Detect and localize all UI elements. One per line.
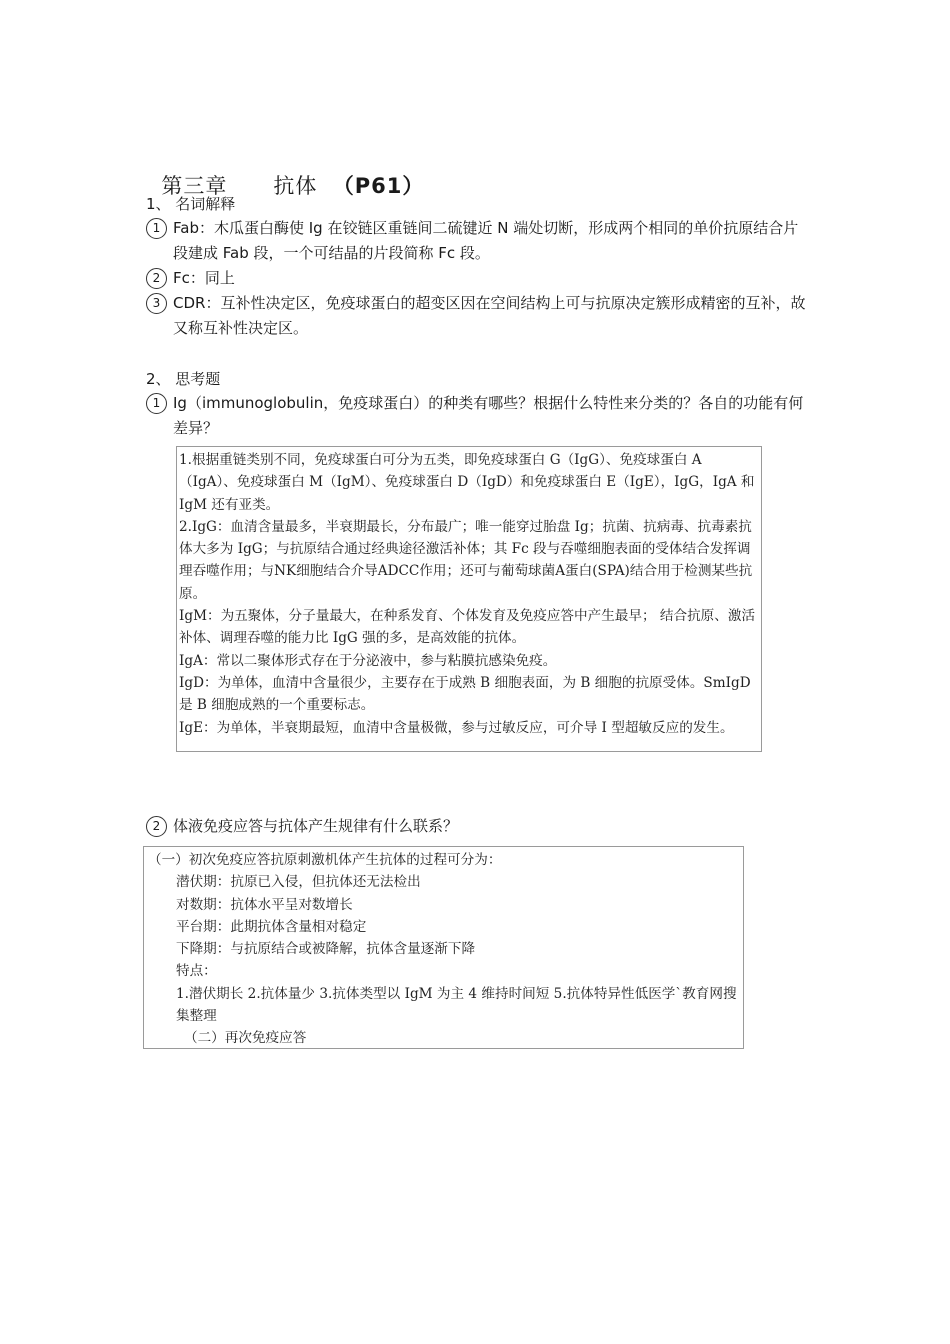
answer-paragraph: IgA：常以二聚体形式存在于分泌液中，参与粘膜抗感染免疫。 <box>179 652 557 669</box>
circled-number: 3 <box>146 293 167 314</box>
answer-paragraph: IgD：为单体，血清中含量很少，主要存在于成熟 B 细胞表面，为 B 细胞的抗原受体。SmIgD 是 B 细胞成熟的一个重要标志。 <box>179 674 751 714</box>
page-reference: （P61） <box>332 174 425 198</box>
answer-2-box <box>143 846 744 1049</box>
circled-number: 2 <box>146 816 167 837</box>
answer-1-box <box>176 446 762 752</box>
question-text: 体液免疫应答与抗体产生规律有什么联系？ <box>173 817 459 835</box>
circled-number: 1 <box>146 218 167 239</box>
section-heading-glossary: 1、 名词解释 <box>146 195 236 213</box>
answer-paragraph: 2.IgG：血清含量最多，半衰期最长，分布最广；唯一能穿过胎盘 Ig；抗菌、抗病毒、抗毒素抗体大多为 IgG；与抗原结合通过经典途径激活补体；其 Fc 段与吞噬细胞表面的受体结合发挥调理吞噬作用；与NK细胞结合介导ADCC作用；还可与葡萄球菌A蛋白(SPA)结合用于检测某些抗原。 <box>179 518 753 602</box>
answer-paragraph: 1.根据重链类别不同，免疫球蛋白可分为五类，即免疫球蛋白 G（IgG）、免疫球蛋白 A（IgA）、免疫球蛋白 M（IgM）、免疫球蛋白 D（IgD）和免疫球蛋白 E（IgE），IgG，IgA 和 IgM 还有亚类。 <box>179 452 755 513</box>
features-label: 特点： <box>176 963 217 980</box>
glossary-text: Fab：木瓜蛋白酶使 Ig 在铰链区重链间二硫键近 N 端处切断，形成两个相同的单价抗原结合片段建成 Fab 段，一个可结晶的片段简称 Fc 段。 <box>173 219 799 262</box>
chapter-label: 第三章 <box>161 174 228 198</box>
secondary-response: （二）再次免疫应答 <box>184 1030 307 1047</box>
phase-log: 对数期：抗体水平呈对数增长 <box>176 896 353 913</box>
phase-decline: 下降期：与抗原结合或被降解，抗体含量逐渐下降 <box>176 941 476 958</box>
glossary-text: CDR：互补性决定区，免疫球蛋白的超变区因在空间结构上可与抗原决定簇形成精密的互补，故又称互补性决定区。 <box>173 294 806 337</box>
answer-paragraph: IgE：为单体，半衰期最短，血清中含量极微，参与过敏反应，可介导 I 型超敏反应的发生。 <box>179 719 734 736</box>
phase-latent: 潜伏期：抗原已入侵，但抗体还无法检出 <box>176 874 421 891</box>
answer-intro: （一）初次免疫应答抗原刺激机体产生抗体的过程可分为： <box>148 852 502 868</box>
circled-number: 1 <box>146 393 167 414</box>
chapter-topic: 抗体 <box>273 174 318 198</box>
phase-plateau: 平台期：此期抗体含量相对稳定 <box>176 918 367 935</box>
question-text: Ig（immunoglobulin，免疫球蛋白）的种类有哪些？根据什么特性来分类的？各自的功能有何差异？ <box>173 394 804 437</box>
answer-paragraph: IgM：为五聚体，分子量最大，在种系发育、个体发育及免疫应答中产生最早； 结合抗原、激活补体、调理吞噬的能力比 IgG 强的多，是高效能的抗体。 <box>179 608 756 647</box>
features-list: 1.潜伏期长 2.抗体量少 3.抗体类型以 IgM 为主 4 维持时间短 5.抗体特异性低医学`教育网搜集整理 <box>176 985 737 1025</box>
section-heading-questions: 2、 思考题 <box>146 370 221 388</box>
chapter-title <box>146 146 424 200</box>
glossary-text: Fc：同上 <box>173 269 235 287</box>
circled-number: 2 <box>146 268 167 289</box>
